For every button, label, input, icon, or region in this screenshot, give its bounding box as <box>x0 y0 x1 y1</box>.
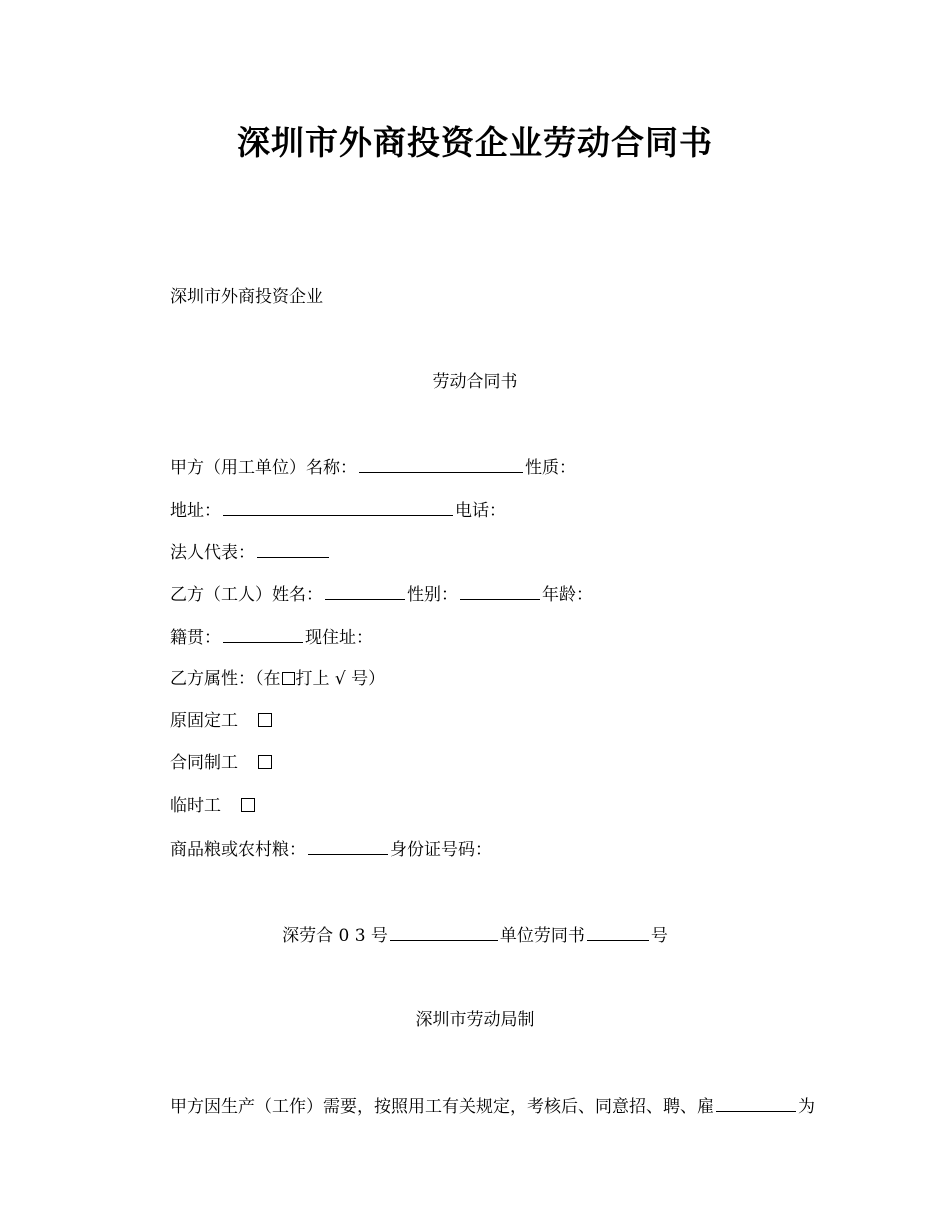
party-b-grain-blank[interactable] <box>308 836 388 855</box>
party-b-origin-label: 籍贯： <box>170 628 221 648</box>
reference-prefix: 深劳合 0 3 号 <box>282 926 388 946</box>
party-b-name-line <box>170 581 593 608</box>
checkbox-sample-icon <box>282 672 295 685</box>
party-a-phone-label: 电话： <box>455 501 506 521</box>
party-a-name-line <box>170 454 576 481</box>
party-b-attribute-label-after: 打上 √ 号） <box>295 669 386 689</box>
reference-middle: 单位劳同书 <box>499 926 585 946</box>
type-option-fixed <box>170 708 272 734</box>
type-fixed-checkbox[interactable] <box>258 713 272 727</box>
clause-end: 为 <box>798 1097 815 1117</box>
type-option-label: 合同制工 <box>170 753 238 773</box>
party-b-attribute-label-before: 乙方属性：（在 <box>170 669 281 689</box>
reference-suffix: 号 <box>650 926 668 946</box>
party-b-gender-label: 性别： <box>407 585 458 605</box>
issuer-line: 深圳市劳动局制 <box>415 1010 535 1030</box>
party-b-residence-label: 现住址： <box>305 628 373 648</box>
clause-employee-blank[interactable] <box>716 1093 796 1112</box>
document-title: 深圳市外商投资企业劳动合同书 <box>237 123 713 162</box>
party-a-legal-rep-blank[interactable] <box>257 539 329 558</box>
party-a-name-label: 甲方（用工单位）名称： <box>170 458 357 478</box>
party-b-grain-line <box>170 836 492 863</box>
party-a-nature-label: 性质： <box>525 458 576 478</box>
type-option-contract <box>170 750 272 776</box>
clause-line <box>170 1093 815 1120</box>
party-a-name-blank[interactable] <box>359 454 523 473</box>
party-b-gender-blank[interactable] <box>460 581 540 600</box>
type-contract-checkbox[interactable] <box>258 755 272 769</box>
reference-number-blank[interactable] <box>587 922 649 941</box>
party-a-address-label: 地址： <box>170 501 221 521</box>
party-b-origin-blank[interactable] <box>223 624 303 643</box>
party-a-address-line <box>170 497 506 524</box>
party-a-address-blank[interactable] <box>223 497 453 516</box>
party-b-origin-line <box>170 624 373 651</box>
party-b-name-blank[interactable] <box>325 581 405 600</box>
party-b-age-label: 年龄： <box>542 585 593 605</box>
reference-number-line <box>0 922 950 949</box>
party-a-legal-rep-line <box>170 539 331 566</box>
type-temporary-checkbox[interactable] <box>241 798 255 812</box>
type-option-temporary <box>170 793 255 819</box>
party-b-id-label: 身份证号码： <box>390 840 492 860</box>
party-a-legal-rep-label: 法人代表： <box>170 543 255 563</box>
party-b-name-label: 乙方（工人）姓名： <box>170 585 323 605</box>
reference-unit-blank[interactable] <box>390 922 498 941</box>
type-option-label: 临时工 <box>170 796 221 816</box>
enterprise-heading: 深圳市外商投资企业 <box>170 287 323 307</box>
party-b-grain-label: 商品粮或农村粮： <box>170 840 306 860</box>
clause-start: 甲方因生产（工作）需要，按照用工有关规定，考核后、同意招、聘、雇 <box>170 1097 714 1117</box>
party-b-attribute-line <box>170 666 385 692</box>
type-option-label: 原固定工 <box>170 711 238 731</box>
contract-heading: 劳动合同书 <box>432 372 518 392</box>
